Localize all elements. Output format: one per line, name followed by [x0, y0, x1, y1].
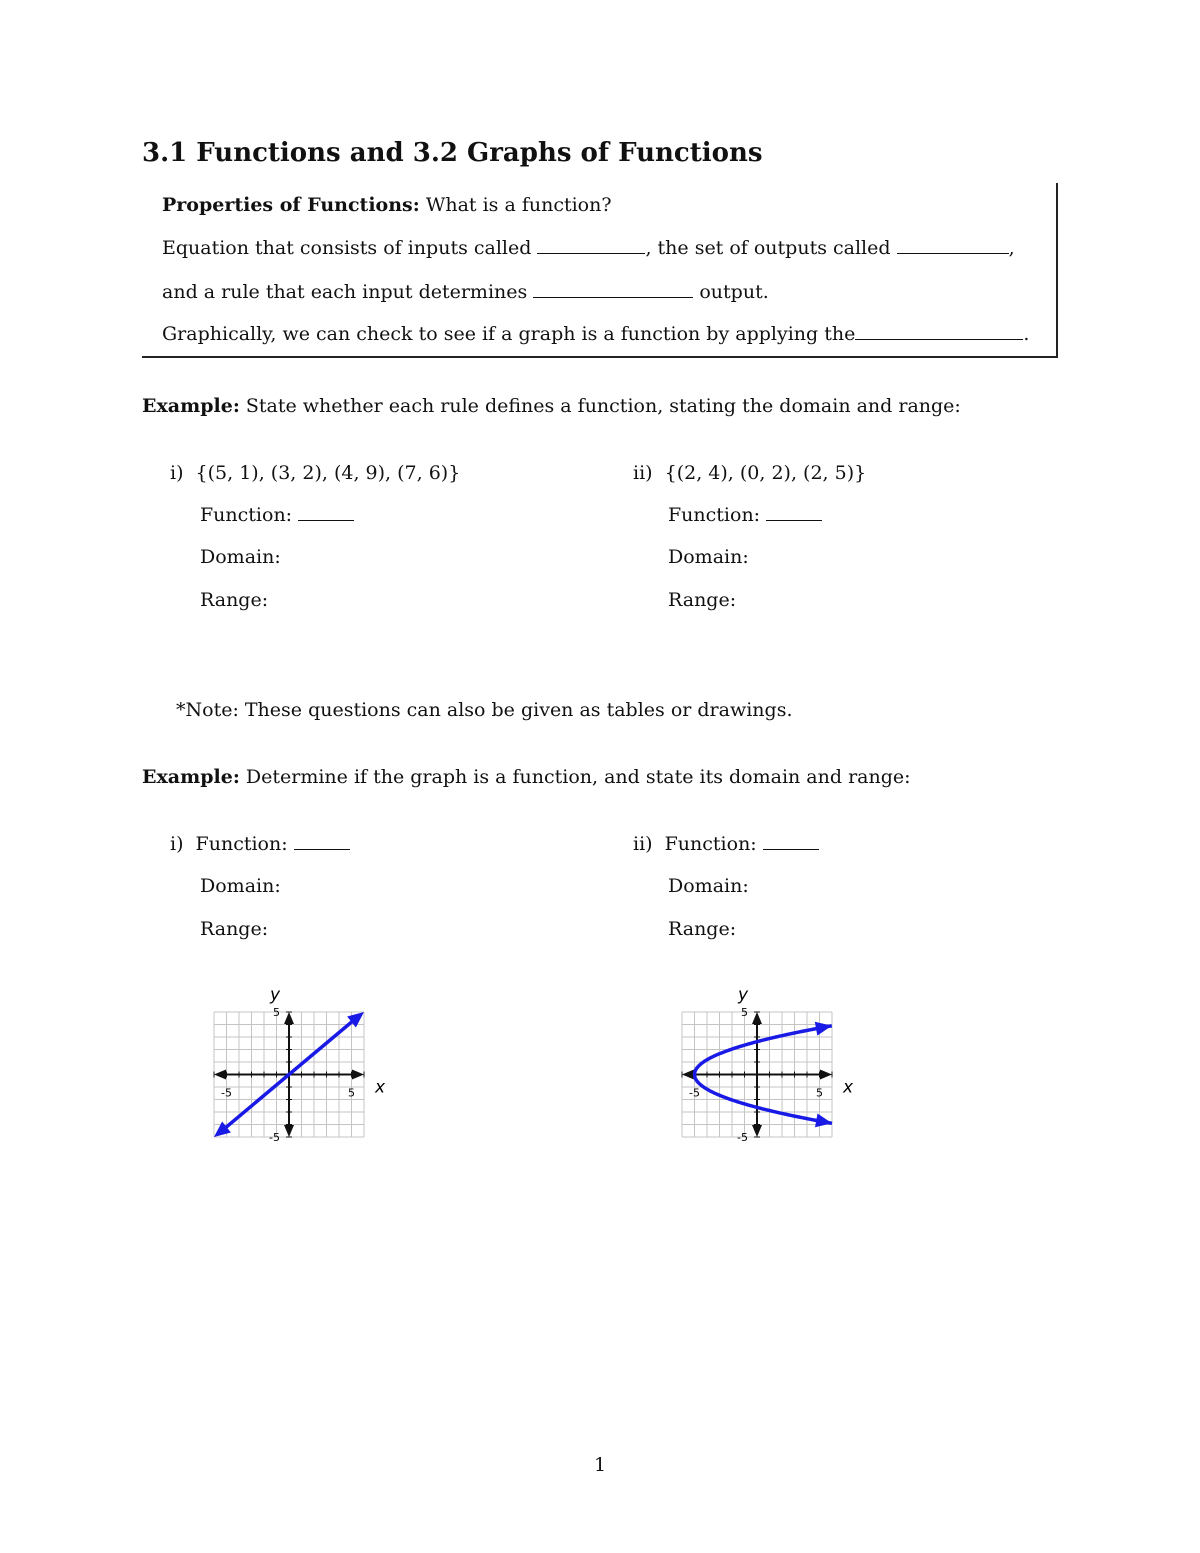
function-label: Function:: [668, 504, 761, 526]
example1-i-range: Range:: [200, 589, 269, 611]
example2-prompt: [142, 766, 911, 788]
blank-function: [766, 519, 822, 521]
example2-ii: [633, 833, 819, 855]
example1-ii-function: [668, 504, 822, 526]
properties-line3-a: Graphically, we can check to see if a graph is a function by applying the: [162, 323, 856, 345]
x-axis-label: x: [374, 1077, 386, 1098]
y-axis-arrow-up: [752, 1012, 762, 1024]
y-axis-label: y: [269, 985, 281, 1005]
blank-range: [897, 252, 1009, 254]
example1-i-set: {(5, 1), (3, 2), (4, 9), (7, 6)}: [195, 462, 461, 484]
example1-ii-label: ii): [633, 462, 653, 484]
y-axis-label: y: [737, 985, 749, 1005]
example1-text: State whether each rule defines a function, stating the domain and range:: [245, 395, 961, 417]
function-label: Function:: [664, 833, 757, 855]
properties-line2-b: output.: [699, 281, 769, 303]
blank-domain: [537, 252, 645, 254]
y-tick-neg5: -5: [737, 1131, 748, 1144]
function-label: Function:: [200, 504, 293, 526]
blank-function: [294, 848, 350, 850]
blank-exactly-one: [533, 296, 693, 298]
properties-line2-a: and a rule that each input determines: [162, 281, 528, 303]
x-tick-5: 5: [816, 1086, 823, 1100]
properties-line3-b: .: [1023, 323, 1030, 345]
example2-ii-domain: Domain:: [668, 875, 749, 897]
properties-question: What is a function?: [425, 194, 612, 216]
function-label: Function:: [195, 833, 288, 855]
page-title: 3.1 Functions and 3.2 Graphs of Functions: [142, 138, 763, 168]
x-tick-5: 5: [348, 1086, 355, 1100]
y-axis-arrow-down: [284, 1125, 294, 1137]
example1-ii: [633, 462, 866, 484]
example1-ii-domain: Domain:: [668, 546, 749, 568]
x-axis-label: x: [842, 1077, 854, 1098]
properties-line1-c: ,: [1008, 237, 1015, 259]
y-tick-5: 5: [273, 1006, 280, 1019]
example1-i: [170, 462, 460, 484]
example1-i-label: i): [170, 462, 184, 484]
x-axis-arrow-right: [352, 1070, 364, 1080]
blank-function: [298, 519, 354, 521]
graph-line: [200, 980, 550, 1270]
x-axis-arrow-right: [820, 1070, 832, 1080]
example1-ii-range: Range:: [668, 589, 737, 611]
properties-line-1: [162, 237, 1015, 259]
example1-i-domain: Domain:: [200, 546, 281, 568]
example2-ii-label: ii): [633, 833, 653, 855]
graph-parabola: [668, 980, 1018, 1270]
blank-function: [763, 848, 819, 850]
x-tick-neg5: -5: [221, 1086, 232, 1100]
example1-prompt: [142, 395, 961, 417]
example2-i-range: Range:: [200, 918, 269, 940]
example2-i: [170, 833, 350, 855]
properties-line1-a: Equation that consists of inputs called: [162, 237, 532, 259]
page-number: 1: [594, 1454, 607, 1476]
properties-line-question: [162, 194, 612, 216]
example2-text: Determine if the graph is a function, and state its domain and range:: [245, 766, 911, 788]
properties-line-3: [162, 323, 1029, 345]
y-tick-5: 5: [741, 1006, 748, 1019]
y-tick-neg5: -5: [269, 1131, 280, 1144]
properties-line-2: [162, 281, 769, 303]
x-axis-arrow-left: [682, 1070, 694, 1080]
x-axis-arrow-left: [214, 1070, 226, 1080]
curve-arrowhead: [815, 1022, 832, 1036]
properties-heading: Properties of Functions:: [162, 194, 420, 216]
x-tick-neg5: -5: [689, 1086, 700, 1100]
properties-line1-b: , the set of outputs called: [645, 237, 891, 259]
y-axis-arrow-down: [752, 1125, 762, 1137]
example2-label: Example:: [142, 766, 240, 788]
y-axis-arrow-up: [284, 1012, 294, 1024]
example2-ii-range: Range:: [668, 918, 737, 940]
example2-i-domain: Domain:: [200, 875, 281, 897]
example1-ii-set: {(2, 4), (0, 2), (2, 5)}: [664, 462, 867, 484]
example1-label: Example:: [142, 395, 240, 417]
blank-vertical-line-test: [855, 338, 1023, 340]
example2-i-label: i): [170, 833, 184, 855]
example1-i-function: [200, 504, 354, 526]
curve-arrowhead: [815, 1114, 832, 1128]
note: *Note: These questions can also be given as tables or drawings.: [176, 699, 793, 721]
